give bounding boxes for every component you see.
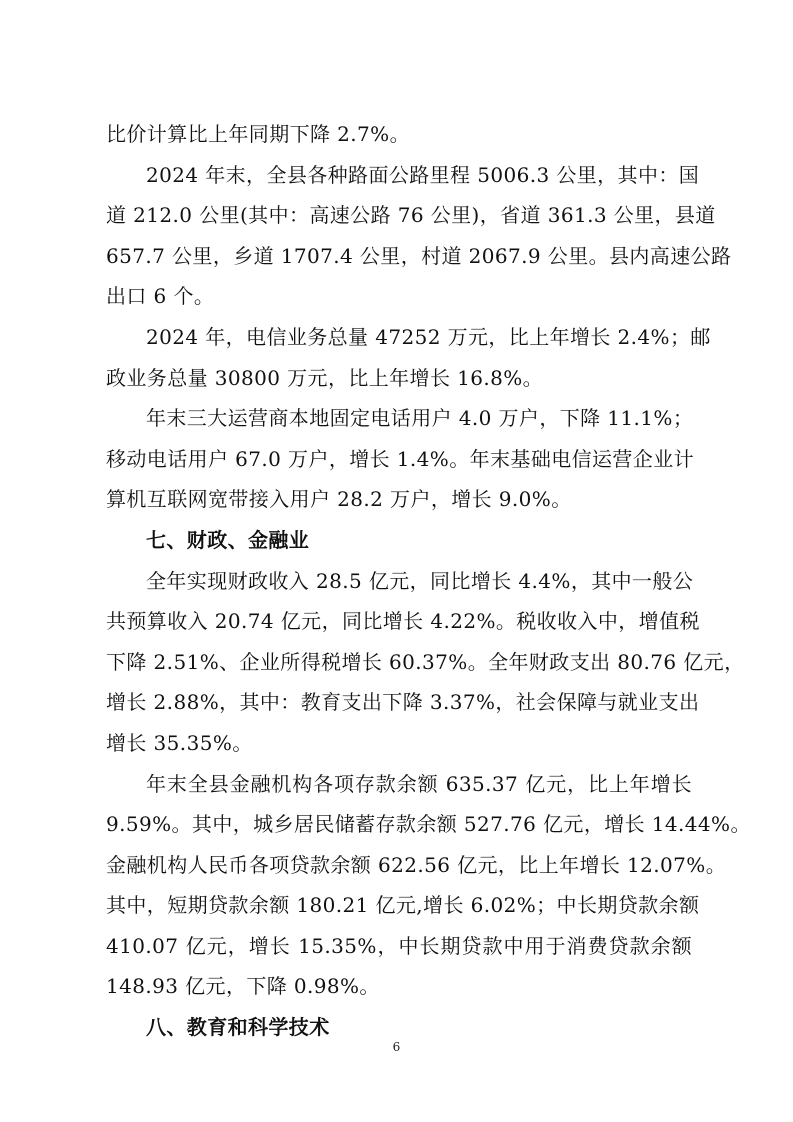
paragraph-line: 算机互联网宽带接入用户 28.2 万户，增长 9.0%。 [106,487,572,512]
paragraph-line: 增长 35.35%。 [106,730,253,755]
section-heading-finance: 七、财政、金融业 [146,527,310,552]
paragraph-line: 2024 年，电信业务总量 47252 万元，比上年增长 2.4%；邮 [146,324,711,349]
paragraph-line: 比价计算比上年同期下降 2.7%。 [106,122,410,146]
paragraph-line: 下降 2.51%、企业所得税增长 60.37%。全年财政支出 80.76 亿元， [106,649,745,674]
paragraph-line: 657.7 公里，乡道 1707.4 公里，村道 2067.9 公里。县内高速公路 [106,243,732,268]
paragraph-line: 移动电话用户 67.0 万户，增长 1.4%。年末基础电信运营企业计 [106,446,695,471]
paragraph-line: 全年实现财政收入 28.5 亿元，同比增长 4.4%，其中一般公 [146,568,694,593]
section-heading-education: 八、教育和科学技术 [146,1015,330,1040]
paragraph-line: 政业务总量 30800 万元，比上年增长 16.8%。 [106,365,544,390]
paragraph-line: 其中，短期贷款余额 180.21 亿元,增长 6.02%；中长期贷款余额 [106,893,700,918]
paragraph-line: 410.07 亿元，增长 15.35%，中长期贷款中用于消费贷款余额 [106,933,692,958]
paragraph-line: 年末三大运营商本地固定电话用户 4.0 万户，下降 11.1%； [146,406,694,431]
document-body [106,114,751,1048]
paragraph-line: 增长 2.88%，其中：教育支出下降 3.37%，社会保障与就业支出 [106,690,700,715]
paragraph-line: 道 212.0 公里(其中：高速公路 76 公里)，省道 361.3 公里，县道 [106,203,716,228]
page-number: 6 [392,1040,401,1054]
paragraph-line: 金融机构人民币各项贷款余额 622.56 亿元，比上年增长 12.07%。 [106,852,727,877]
paragraph-line: 年末全县金融机构各项存款余额 635.37 亿元，比上年增长 [146,771,692,796]
paragraph-line: 148.93 亿元，下降 0.98%。 [106,974,380,999]
paragraph-line: 出口 6 个。 [106,284,215,309]
paragraph-line: 2024 年末，全县各种路面公路里程 5006.3 公里，其中：国 [146,162,700,187]
paragraph-line: 9.59%。其中，城乡居民储蓄存款余额 527.76 亿元，增长 14.44%。 [106,812,751,837]
paragraph-line: 共预算收入 20.74 亿元，同比增长 4.22%。税收收入中，增值税 [106,609,700,634]
